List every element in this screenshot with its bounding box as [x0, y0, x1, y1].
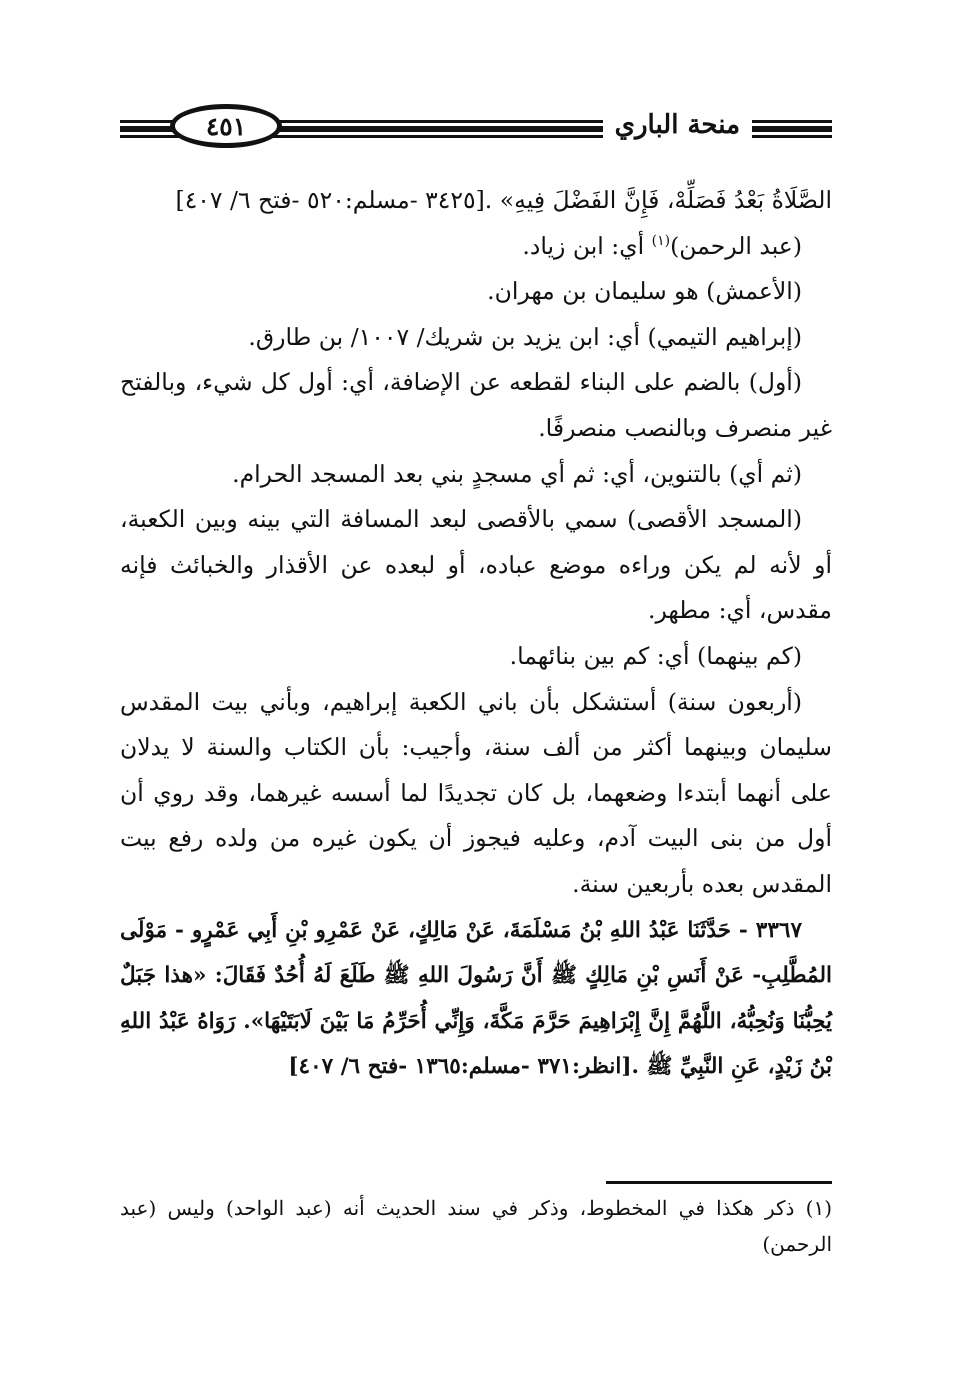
line-abdulrahman	[120, 224, 832, 270]
line-arbaun: (أربعون سنة) أستشكل بأن باني الكعبة إبراهيم، وبأني بيت المقدس سليمان وبينهما أكثر من ألف سنة، وأجيب: بأن الكتاب والسنة لا يدلان على أنهما أبتدءا وضعهما، بل كان تجديدًا لما أسسه غيرهما، وقد روي أن أول من بنى البيت آدم، وعليه فيجوز أن يكون غيره من ولده رفع بيت المقدس بعده بأربعين سنة.	[120, 687, 832, 898]
footnote: (١) ذكر هكذا في المخطوط، وذكر في سند الحديث أنه (عبد الواحد) وليس (عبد الرحمن)	[120, 1196, 832, 1256]
term-abdulrahman: (عبد الرحمن)	[670, 231, 802, 260]
page-number: ٤٥١	[205, 111, 247, 141]
main-text	[120, 178, 832, 1090]
page-header	[120, 100, 832, 156]
footnote-separator	[606, 1181, 832, 1184]
line-masjid-aqsa: (المسجد الأقصى) سمي بالأقصى لبعد المسافة التي بينه وبين الكعبة، أو لأنه لم يكن وراءه موضع عباده، أو لبعده عن الأقذار والخبائث فإنه مقدس، أي: مطهر.	[120, 505, 832, 625]
line-thumma-ayy: (ثم أي) بالتنوين، أي: ثم أي مسجدٍ بني بعد المسجد الحرام.	[232, 459, 802, 488]
page-number-frame	[170, 104, 282, 148]
book-title: منحة الباري	[603, 110, 752, 140]
line-alamash: (الأعمش) هو سليمان بن مهران.	[487, 277, 802, 306]
line-kam-baynahuma: (كم بينهما) أي: كم بين بنائهما.	[509, 641, 802, 670]
explanation-abdulrahman: أي: ابن زياد.	[522, 231, 645, 260]
line-awwal: (أول) بالضم على البناء لقطعه عن الإضافة، أي: أول كل شيء، وبالفتح غير منصرف وبالنصب منصرفًا.	[120, 368, 832, 442]
hadith-3367: ٣٣٦٧ - حَدَّثَنَا عَبْدُ اللهِ بْنُ مَسْلَمَةَ، عَنْ مَالِكٍ، عَنْ عَمْرِو بْنِ أَبِي عَمْرٍو - مَوْلَى المُطَّلِبِ- عَنْ أَنَسِ بْنِ مَالِكٍ ﷺ أَنَّ رَسُولَ اللهِ ﷺ طَلَعَ لَهُ أُحُدٌ فَقَالَ: «هذا جَبَلٌ يُحِبُّنَا وَنُحِبُّهُ، اللَّهُمَّ إِنَّ إِبْرَاهِيمَ حَرَّمَ مَكَّةَ، وَإِنِّي أُحَرِّمُ مَا بَيْنَ لَابَتَيْهَا». رَوَاهُ عَبْدُ اللهِ بْنُ زَيْدٍ، عَنِ النَّبِيِّ ﷺ .[انظر:٣٧١ -مسلم:١٣٦٥ -فتح ٦/ ٤٠٧]	[120, 917, 832, 1080]
line-ibrahim: (إبراهيم التيمي) أي: ابن يزيد بن شريك/ ١٠٠٧/ بن طارق.	[248, 322, 802, 351]
line-continuation: الصَّلَاةُ بَعْدُ فَصَلِّهْ، فَإِنَّ الفَضْلَ فِيهِ» .[٣٤٢٥ -مسلم:٥٢٠ -فتح ٦/ ٤٠٧]	[175, 186, 832, 214]
footnote-ref: (١)	[651, 232, 671, 249]
